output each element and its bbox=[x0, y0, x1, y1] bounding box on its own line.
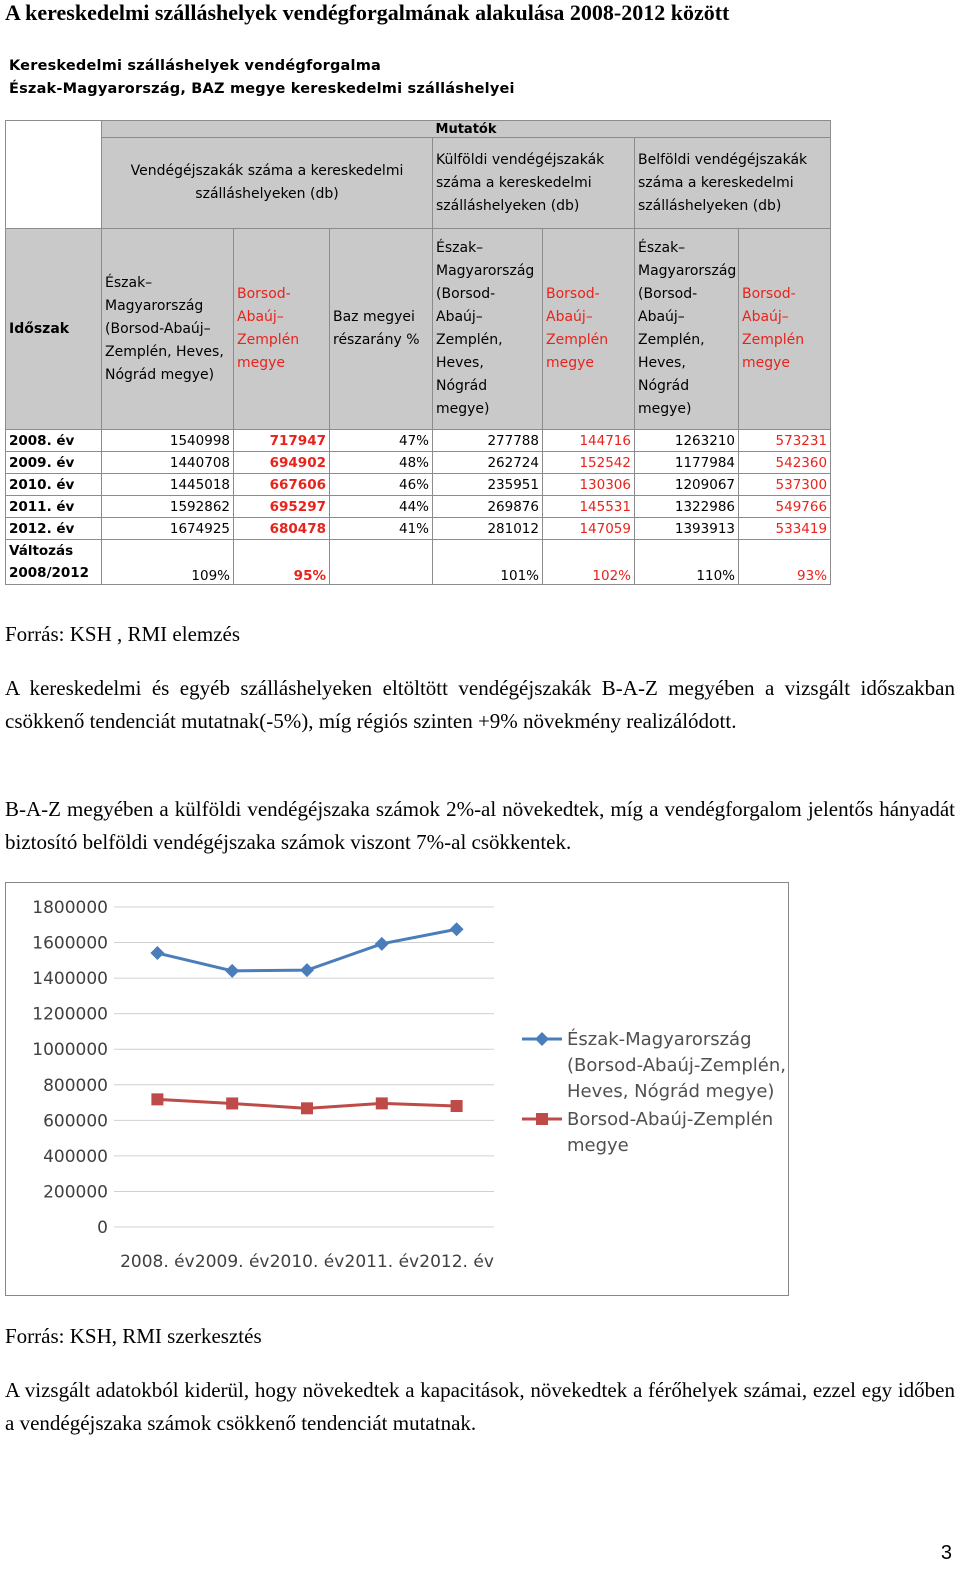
line-chart-svg bbox=[6, 883, 788, 1295]
cell: 277788 bbox=[433, 430, 543, 452]
change-label-2: 2008/2012 bbox=[9, 565, 90, 581]
legend-marker bbox=[535, 1032, 549, 1046]
source-note-2: Forrás: KSH, RMI szerkesztés bbox=[5, 1324, 262, 1348]
data-point bbox=[150, 946, 164, 960]
cell: 262724 bbox=[433, 452, 543, 474]
cell: 1263210 bbox=[635, 430, 739, 452]
page-heading: A kereskedelmi szálláshelyek vendégforgalmának alakulása 2008-2012 között bbox=[5, 0, 730, 25]
data-point bbox=[151, 1093, 163, 1105]
cell: 680478 bbox=[234, 518, 330, 540]
cell: 130306 bbox=[543, 474, 635, 496]
page-number: 3 bbox=[940, 1542, 952, 1564]
row-label: 2012. év bbox=[6, 518, 102, 540]
cell: 1440708 bbox=[102, 452, 234, 474]
data-point bbox=[376, 1097, 388, 1109]
cell: 1177984 bbox=[635, 452, 739, 474]
idoszak-header: Időszak bbox=[6, 229, 102, 430]
cell: 542360 bbox=[739, 452, 831, 474]
cell: 102% bbox=[543, 540, 635, 585]
table-row bbox=[6, 518, 831, 540]
cell: 109% bbox=[102, 540, 234, 585]
legend-label-line: Észak-Magyarország bbox=[567, 1029, 752, 1050]
cell: 46% bbox=[330, 474, 433, 496]
cell: 152542 bbox=[543, 452, 635, 474]
cell: 144716 bbox=[543, 430, 635, 452]
table-row-change bbox=[6, 540, 831, 585]
table-title: Kereskedelmi szálláshelyek vendégforgalma bbox=[9, 58, 381, 74]
cell: 145531 bbox=[543, 496, 635, 518]
data-point bbox=[301, 1102, 313, 1114]
legend-label bbox=[567, 1109, 773, 1156]
cell: 101% bbox=[433, 540, 543, 585]
row-label: 2011. év bbox=[6, 496, 102, 518]
y-tick-label: 1400000 bbox=[32, 969, 108, 990]
mutatok-header: Mutatók bbox=[102, 121, 831, 138]
col-header-baz-foreign: Borsod-Abaúj–Zemplén megye bbox=[543, 229, 635, 430]
col-header-baz-total: Borsod-Abaúj–Zemplén megye bbox=[234, 229, 330, 430]
y-tick-label: 200000 bbox=[43, 1182, 108, 1203]
col-header-region-foreign: Észak–Magyarország (Borsod-Abaúj–Zemplén, Heves, Nógrád megye) bbox=[433, 229, 543, 430]
x-tick-label: 2008. év bbox=[120, 1252, 195, 1272]
cell bbox=[330, 540, 433, 585]
cell: 95% bbox=[234, 540, 330, 585]
data-point bbox=[450, 922, 464, 936]
line-chart bbox=[5, 882, 789, 1296]
cell: 1209067 bbox=[635, 474, 739, 496]
x-tick-label: 2011. év bbox=[344, 1252, 420, 1272]
cell: 533419 bbox=[739, 518, 831, 540]
legend-label bbox=[567, 1028, 786, 1102]
cell: 694902 bbox=[234, 452, 330, 474]
legend-label-line: megye bbox=[567, 1135, 629, 1156]
row-label bbox=[6, 540, 102, 585]
stats-table bbox=[5, 120, 831, 585]
col-header-region-domestic: Észak–Magyarország (Borsod-Abaúj–Zemplén, Heves, Nógrád megye) bbox=[635, 229, 739, 430]
source-note-1: Forrás: KSH , RMI elemzés bbox=[5, 622, 241, 646]
change-label-1: Változás bbox=[9, 543, 74, 559]
y-tick-label: 800000 bbox=[43, 1075, 108, 1096]
cell: 1393913 bbox=[635, 518, 739, 540]
cell: 281012 bbox=[433, 518, 543, 540]
group-header-foreign: Külföldi vendégéjszakák száma a kereskedelmi szálláshelyeken (db) bbox=[433, 138, 635, 229]
data-point bbox=[375, 937, 389, 951]
cell: 573231 bbox=[739, 430, 831, 452]
y-tick-label: 1200000 bbox=[32, 1004, 108, 1025]
cell: 1592862 bbox=[102, 496, 234, 518]
data-point bbox=[225, 964, 239, 978]
cell: 44% bbox=[330, 496, 433, 518]
cell: 1445018 bbox=[102, 474, 234, 496]
row-label: 2008. év bbox=[6, 430, 102, 452]
cell: 695297 bbox=[234, 496, 330, 518]
corner-cell bbox=[6, 121, 102, 229]
y-tick-label: 400000 bbox=[43, 1146, 108, 1167]
y-tick-label: 600000 bbox=[43, 1111, 108, 1132]
cell: 41% bbox=[330, 518, 433, 540]
table-subtitle: Észak-Magyarország, BAZ megye kereskedelmi szálláshelyei bbox=[9, 81, 515, 97]
data-point bbox=[300, 963, 314, 977]
cell: 717947 bbox=[234, 430, 330, 452]
legend-label-line: Heves, Nógrád megye) bbox=[567, 1081, 775, 1102]
cell: 549766 bbox=[739, 496, 831, 518]
table-row bbox=[6, 452, 831, 474]
col-header-baz-share: Baz megyei részarány % bbox=[330, 229, 433, 430]
paragraph-3: A vizsgált adatokból kiderül, hogy növekedtek a kapacitások, növekedtek a férőhelyek számai, ezzel egy időben a vendégéjszaka számok csökkenő tendenciát mutatnak. bbox=[5, 1378, 955, 1435]
cell: 48% bbox=[330, 452, 433, 474]
paragraph-1: A kereskedelmi és egyéb szálláshelyeken eltöltött vendégéjszakák B-A-Z megyében a vizsgált időszakban csökkenő tendenciát mutatnak(-5%), míg régiós szinten +9% növekmény realizálódott. bbox=[5, 676, 955, 733]
data-point bbox=[226, 1097, 238, 1109]
table-row bbox=[6, 474, 831, 496]
cell: 537300 bbox=[739, 474, 831, 496]
cell: 47% bbox=[330, 430, 433, 452]
table-row bbox=[6, 496, 831, 518]
cell: 1674925 bbox=[102, 518, 234, 540]
col-header-baz-domestic: Borsod-Abaúj–Zemplén megye bbox=[739, 229, 831, 430]
row-label: 2009. év bbox=[6, 452, 102, 474]
x-tick-label: 2009. év bbox=[194, 1252, 270, 1272]
y-tick-label: 1000000 bbox=[32, 1040, 108, 1061]
y-tick-label: 1600000 bbox=[32, 933, 108, 954]
col-header-region-total: Észak–Magyarország (Borsod-Abaúj–Zemplén, Heves, Nógrád megye) bbox=[102, 229, 234, 430]
table-row bbox=[6, 430, 831, 452]
group-header-domestic: Belföldi vendégéjszakák száma a kereskedelmi szálláshelyeken (db) bbox=[635, 138, 831, 229]
cell: 1322986 bbox=[635, 496, 739, 518]
y-tick-label: 0 bbox=[97, 1218, 108, 1238]
y-tick-label: 1800000 bbox=[32, 898, 108, 918]
cell: 235951 bbox=[433, 474, 543, 496]
x-tick-label: 2012. év bbox=[419, 1252, 494, 1272]
cell: 147059 bbox=[543, 518, 635, 540]
cell: 667606 bbox=[234, 474, 330, 496]
legend-label-line: (Borsod-Abaúj-Zemplén, bbox=[567, 1055, 786, 1076]
x-tick-label: 2010. év bbox=[269, 1252, 345, 1272]
cell: 269876 bbox=[433, 496, 543, 518]
legend-label-line: Borsod-Abaúj-Zemplén bbox=[567, 1109, 774, 1130]
group-header-total: Vendégéjszakák száma a kereskedelmi szálláshelyeken (db) bbox=[102, 138, 433, 229]
cell: 93% bbox=[739, 540, 831, 585]
legend-marker bbox=[536, 1113, 548, 1125]
cell: 1540998 bbox=[102, 430, 234, 452]
paragraph-2: B-A-Z megyében a külföldi vendégéjszaka számok 2%-al növekedtek, míg a vendégforgalom jelentős hányadát biztosító belföldi vendégéjszaka számok viszont 7%-al csökkentek. bbox=[5, 797, 955, 854]
cell: 110% bbox=[635, 540, 739, 585]
data-point bbox=[451, 1100, 463, 1112]
row-label: 2010. év bbox=[6, 474, 102, 496]
